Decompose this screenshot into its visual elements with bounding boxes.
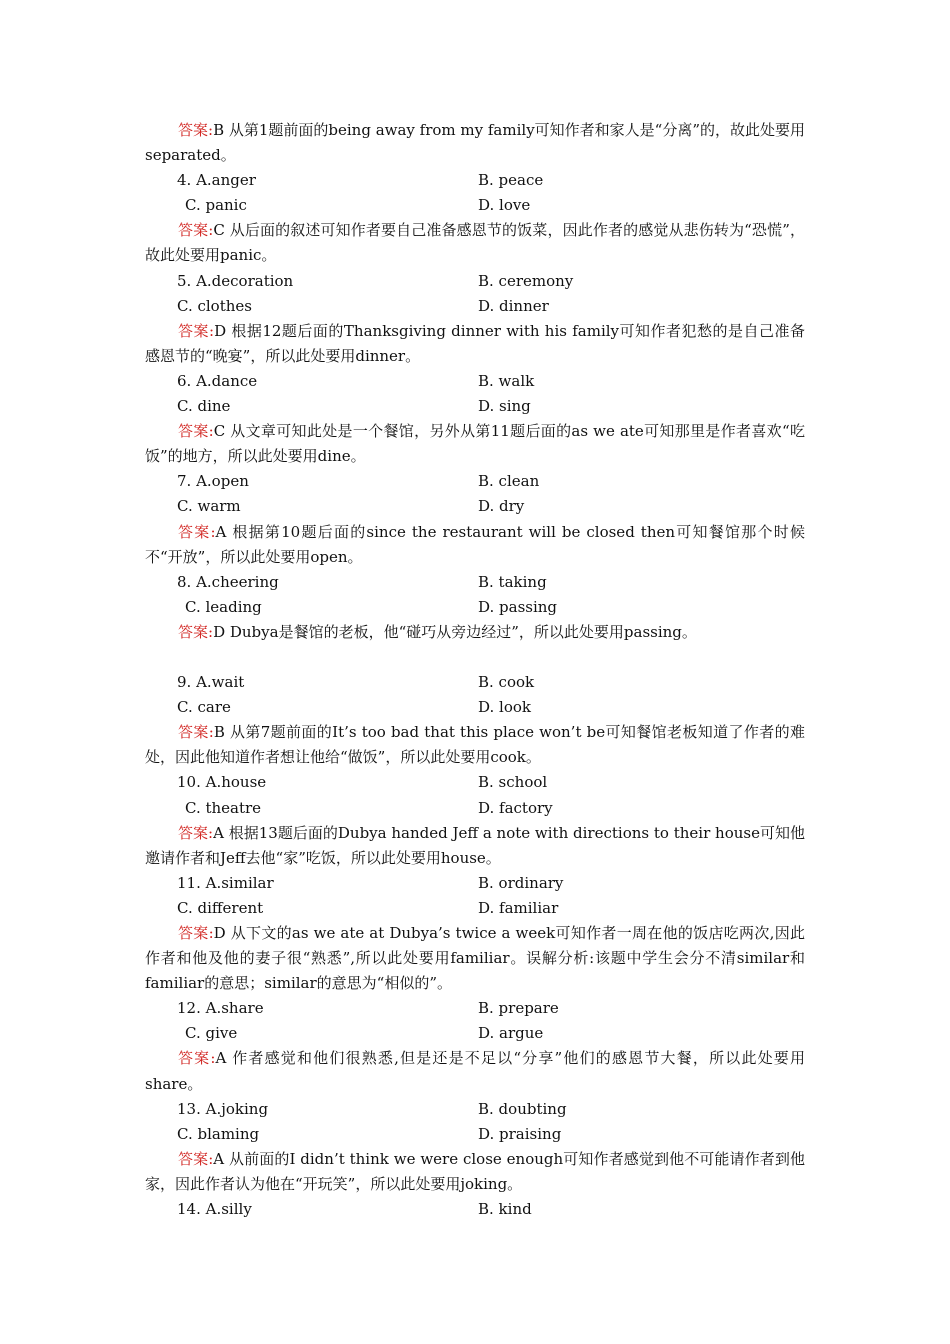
option-row: [0, 193, 950, 218]
answer-paragraph: [145, 821, 805, 871]
option-b: D. look: [478, 698, 531, 717]
document-body: [0, 118, 950, 1222]
answer-paragraph: [145, 620, 805, 645]
option-row: [0, 595, 950, 620]
option-row: [0, 670, 950, 695]
option-a: C. panic: [185, 196, 247, 215]
option-row: [0, 996, 950, 1021]
option-a: C. give: [185, 1024, 238, 1043]
option-a: 10. A.house: [177, 773, 267, 792]
option-a: 8. A.cheering: [177, 572, 279, 591]
option-b: D. praising: [478, 1124, 562, 1143]
answer-block: [0, 921, 950, 996]
option-row: [0, 494, 950, 519]
answer-paragraph: [145, 319, 805, 369]
option-b: B. cook: [478, 673, 535, 692]
answer-label: 答案:: [178, 522, 216, 541]
answer-block: [0, 1147, 950, 1197]
option-row: [0, 294, 950, 319]
answer-paragraph: [145, 1046, 805, 1096]
option-row: [0, 269, 950, 294]
option-b: B. walk: [478, 371, 535, 390]
option-a: C. different: [177, 898, 264, 917]
answer-block: [0, 720, 950, 770]
answer-block: [0, 118, 950, 168]
answer-text: A 从前面的I didn’t think we were close enough可知作者感觉到他不可能请作者到他家，因此作者认为他在“开玩笑”，所以此处要用joking。: [145, 1149, 806, 1193]
option-row: [0, 770, 950, 795]
option-a: C. care: [177, 698, 231, 717]
option-a: 4. A.anger: [177, 171, 256, 190]
option-b: B. doubting: [478, 1099, 567, 1118]
option-b: B. taking: [478, 572, 547, 591]
option-b: B. ceremony: [478, 271, 574, 290]
answer-label: 答案:: [178, 1049, 216, 1068]
option-b: B. prepare: [478, 999, 559, 1018]
option-b: B. school: [478, 773, 548, 792]
answer-paragraph: [145, 218, 805, 268]
answer-paragraph: [145, 921, 805, 996]
option-b: D. love: [478, 196, 531, 215]
answer-text: A 根据13题后面的Dubya handed Jeff a note with directions to their house可知他邀请作者和Jeff去他“家”吃饭，所以此处要用house。: [145, 823, 805, 867]
option-a: C. clothes: [177, 296, 252, 315]
option-row: [0, 695, 950, 720]
option-row: [0, 1197, 950, 1222]
option-b: D. dry: [478, 497, 525, 516]
answer-label: 答案:: [178, 1149, 214, 1168]
option-a: 6. A.dance: [177, 371, 258, 390]
answer-text: C 从文章可知此处是一个餐馆，另外从第11题后面的as we ate可知那里是作者喜欢“吃饭”的地方，所以此处要用dine。: [145, 422, 805, 466]
option-b: B. clean: [478, 472, 540, 491]
answer-text: D 从下文的as we ate at Dubya’s twice a week可知作者一周在他的饭店吃两次,因此作者和他及他的妻子很“熟悉”,所以此处要用familiar。误解分析:该题中学生会分不清similar和familiar的意思；similar的意思为“相似的”。: [145, 924, 805, 993]
answer-label: 答案:: [178, 321, 215, 340]
answer-paragraph: [145, 1147, 805, 1197]
option-a: C. dine: [177, 397, 231, 416]
option-b: B. ordinary: [478, 873, 564, 892]
option-row: [0, 570, 950, 595]
answer-block: [0, 1046, 950, 1096]
option-row: [0, 896, 950, 921]
answer-block: [0, 218, 950, 268]
answer-text: B 从第1题前面的being away from my family可知作者和家人是“分离”的，故此处要用separated。: [145, 121, 806, 165]
answer-block: [0, 821, 950, 871]
answer-label: 答案:: [178, 723, 214, 742]
answer-block: [0, 319, 950, 369]
option-b: D. factory: [478, 798, 553, 817]
option-a: 7. A.open: [177, 472, 249, 491]
answer-text: B 从第7题前面的It’s too bad that this place won’t be可知餐馆老板知道了作者的难处，因此他知道作者想让他给“做饭”，所以此处要用cook。: [145, 723, 805, 767]
answer-label: 答案:: [178, 924, 214, 942]
option-row: [0, 796, 950, 821]
answer-block: [0, 620, 950, 670]
option-b: D. argue: [478, 1024, 544, 1043]
option-row: [0, 168, 950, 193]
option-a: C. theatre: [185, 798, 262, 817]
option-a: 9. A.wait: [177, 673, 245, 692]
answer-text: C 从后面的叙述可知作者要自己准备感恩节的饭菜，因此作者的感觉从悲伤转为“恐慌”，故此处要用panic。: [145, 221, 805, 265]
option-row: [0, 1122, 950, 1147]
answer-paragraph: [145, 720, 805, 770]
option-row: [0, 871, 950, 896]
option-a: 14. A.silly: [177, 1200, 252, 1219]
answer-text: A 作者感觉和他们很熟悉,但是还是不足以“分享”他们的感恩节大餐，所以此处要用share。: [145, 1049, 805, 1093]
answer-label: 答案:: [178, 823, 214, 842]
option-b: D. dinner: [478, 296, 549, 315]
answer-text: D Dubya是餐馆的老板，他“碰巧从旁边经过”，所以此处要用passing。: [213, 622, 697, 641]
answer-block: [0, 419, 950, 469]
option-a: C. warm: [177, 497, 241, 516]
answer-label: 答案:: [178, 221, 214, 240]
answer-label: 答案:: [178, 121, 214, 139]
option-row: [0, 369, 950, 394]
option-b: D. sing: [478, 397, 531, 416]
answer-text: A 根据第10题后面的since the restaurant will be closed then可知餐馆那个时候不“开放”，所以此处要用open。: [145, 522, 805, 566]
answer-paragraph: [145, 419, 805, 469]
option-row: [0, 469, 950, 494]
option-b: D. familiar: [478, 898, 559, 917]
option-a: C. leading: [185, 597, 262, 616]
answer-block: [0, 520, 950, 570]
option-b: D. passing: [478, 597, 558, 616]
option-a: 5. A.decoration: [177, 271, 294, 290]
answer-text: D 根据12题后面的Thanksgiving dinner with his family可知作者犯愁的是自己准备感恩节的“晚宴”，所以此处要用dinner。: [145, 321, 806, 365]
answer-label: 答案:: [178, 622, 214, 641]
answer-paragraph: [145, 118, 805, 168]
option-row: [0, 394, 950, 419]
option-a: 13. A.joking: [177, 1099, 269, 1118]
option-row: [0, 1097, 950, 1122]
answer-label: 答案:: [178, 422, 214, 441]
answer-paragraph: [145, 520, 805, 570]
option-row: [0, 1021, 950, 1046]
option-a: 11. A.similar: [177, 873, 274, 892]
option-b: B. kind: [478, 1200, 532, 1219]
option-b: B. peace: [478, 171, 544, 190]
option-a: C. blaming: [177, 1124, 260, 1143]
option-a: 12. A.share: [177, 999, 264, 1018]
